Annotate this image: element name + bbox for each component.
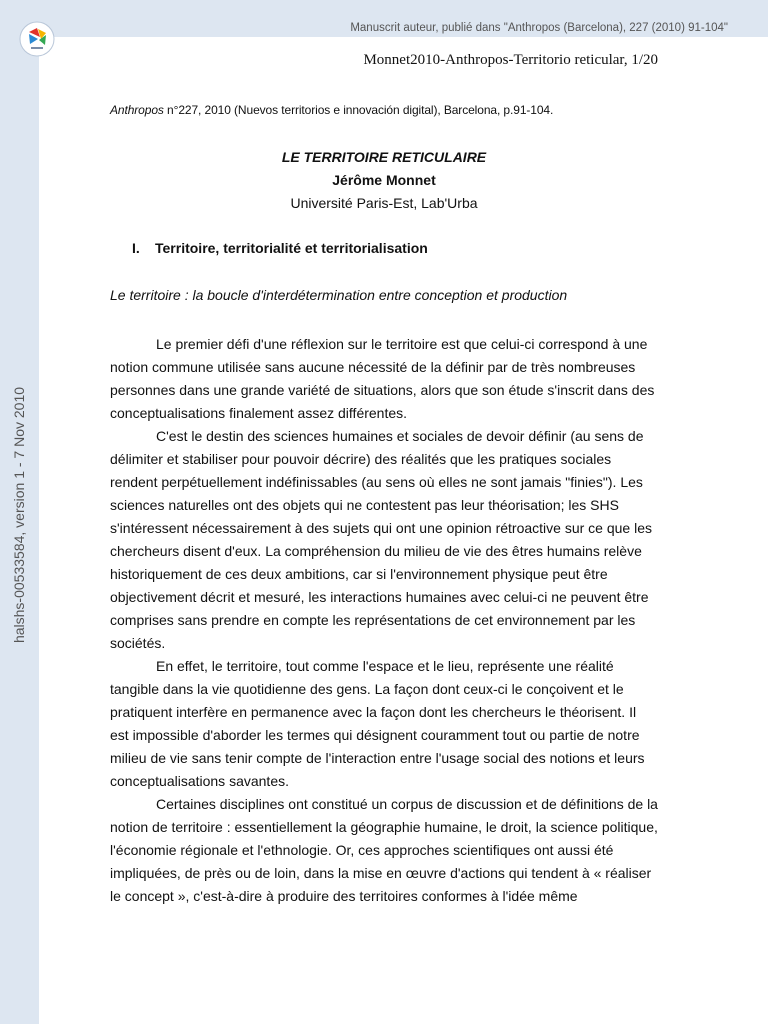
running-header: Monnet2010-Anthropos-Territorio reticular, 1/20	[363, 52, 658, 68]
article-author: Jérôme Monnet	[332, 172, 436, 188]
paragraph: C'est le destin des sciences humaines et sociales de devoir définir (au sens de délimiter et stabiliser pour pouvoir décrire) des réalités que les pratiques sociales rendent perpétuellement indéfinissables (au sens où elles ne sont jamais "finies"). Les sciences naturelles ont des objets qui ne contestent pas leur théorisation; les SHS s'intéressent nécessairement à des sujets qui ont une opinion rétroactive sur ce que les chercheurs disent d'eux. La compréhension du milieu de vie des êtres humains relève historiquement de ces deux ambitions, car si l'environnement physique peut être objectivement décrit et mesuré, les interactions humaines avec celui-ci ne peuvent être comprises sans prendre en compte les représentations de cet environnement par les sociétés.	[110, 428, 652, 651]
subheading: Le territoire : la boucle d'interdétermination entre conception et production	[110, 287, 568, 303]
citation-journal: Anthropos	[110, 103, 164, 117]
article-affiliation: Université Paris-Est, Lab'Urba	[290, 195, 478, 211]
section-title: Territoire, territorialité et territorialisation	[155, 240, 428, 256]
section-heading	[132, 240, 428, 256]
hal-header-text: Manuscrit auteur, publié dans "Anthropos (Barcelona), 227 (2010) 91-104"	[350, 22, 728, 34]
article-title: LE TERRITOIRE RETICULAIRE	[281, 149, 487, 165]
paragraph: Le premier défi d'une réflexion sur le territoire est que celui-ci correspond à une notion commune utilisée sans aucune nécessité de la définir par de très nombreuses personnes dans une grande variété de situations, alors que son étude s'inscrit dans des conceptualisations finalement assez différentes.	[110, 336, 655, 421]
paragraph: Certaines disciplines ont constitué un corpus de discussion et de définitions de la notion de territoire : essentiellement la géographie humaine, le droit, la science politique, l'économie régionale et l'ethnologie. Or, ces approches scientifiques ont aussi été impliquées, de près ou de loin, dans la mise en œuvre d'actions qui tendent à « réaliser le concept », c'est-à-dire à produire des territoires conformes à l'idée même	[110, 796, 658, 904]
paragraph: En effet, le territoire, tout comme l'espace et le lieu, représente une réalité tangible dans la vie quotidienne des gens. La façon dont ceux-ci le conçoivent et le pratiquent interfère en permanence avec la façon dont les chercheurs le théorisent. Il est impossible d'aborder les termes qui désignent couramment tout ou partie de notre milieu de vie sans tenir compte de l'interaction entre l'usage social des notions et leurs conceptualisations savantes.	[110, 658, 645, 789]
section-number: I.	[132, 240, 140, 256]
hal-logo-icon	[18, 20, 56, 58]
citation-details: n°227, 2010 (Nuevos territorios e innovación digital), Barcelona, p.91-104.	[163, 103, 554, 117]
hal-document-id: halshs-00533584, version 1 - 7 Nov 2010	[11, 386, 27, 644]
citation	[110, 103, 553, 117]
body-text	[110, 333, 658, 908]
